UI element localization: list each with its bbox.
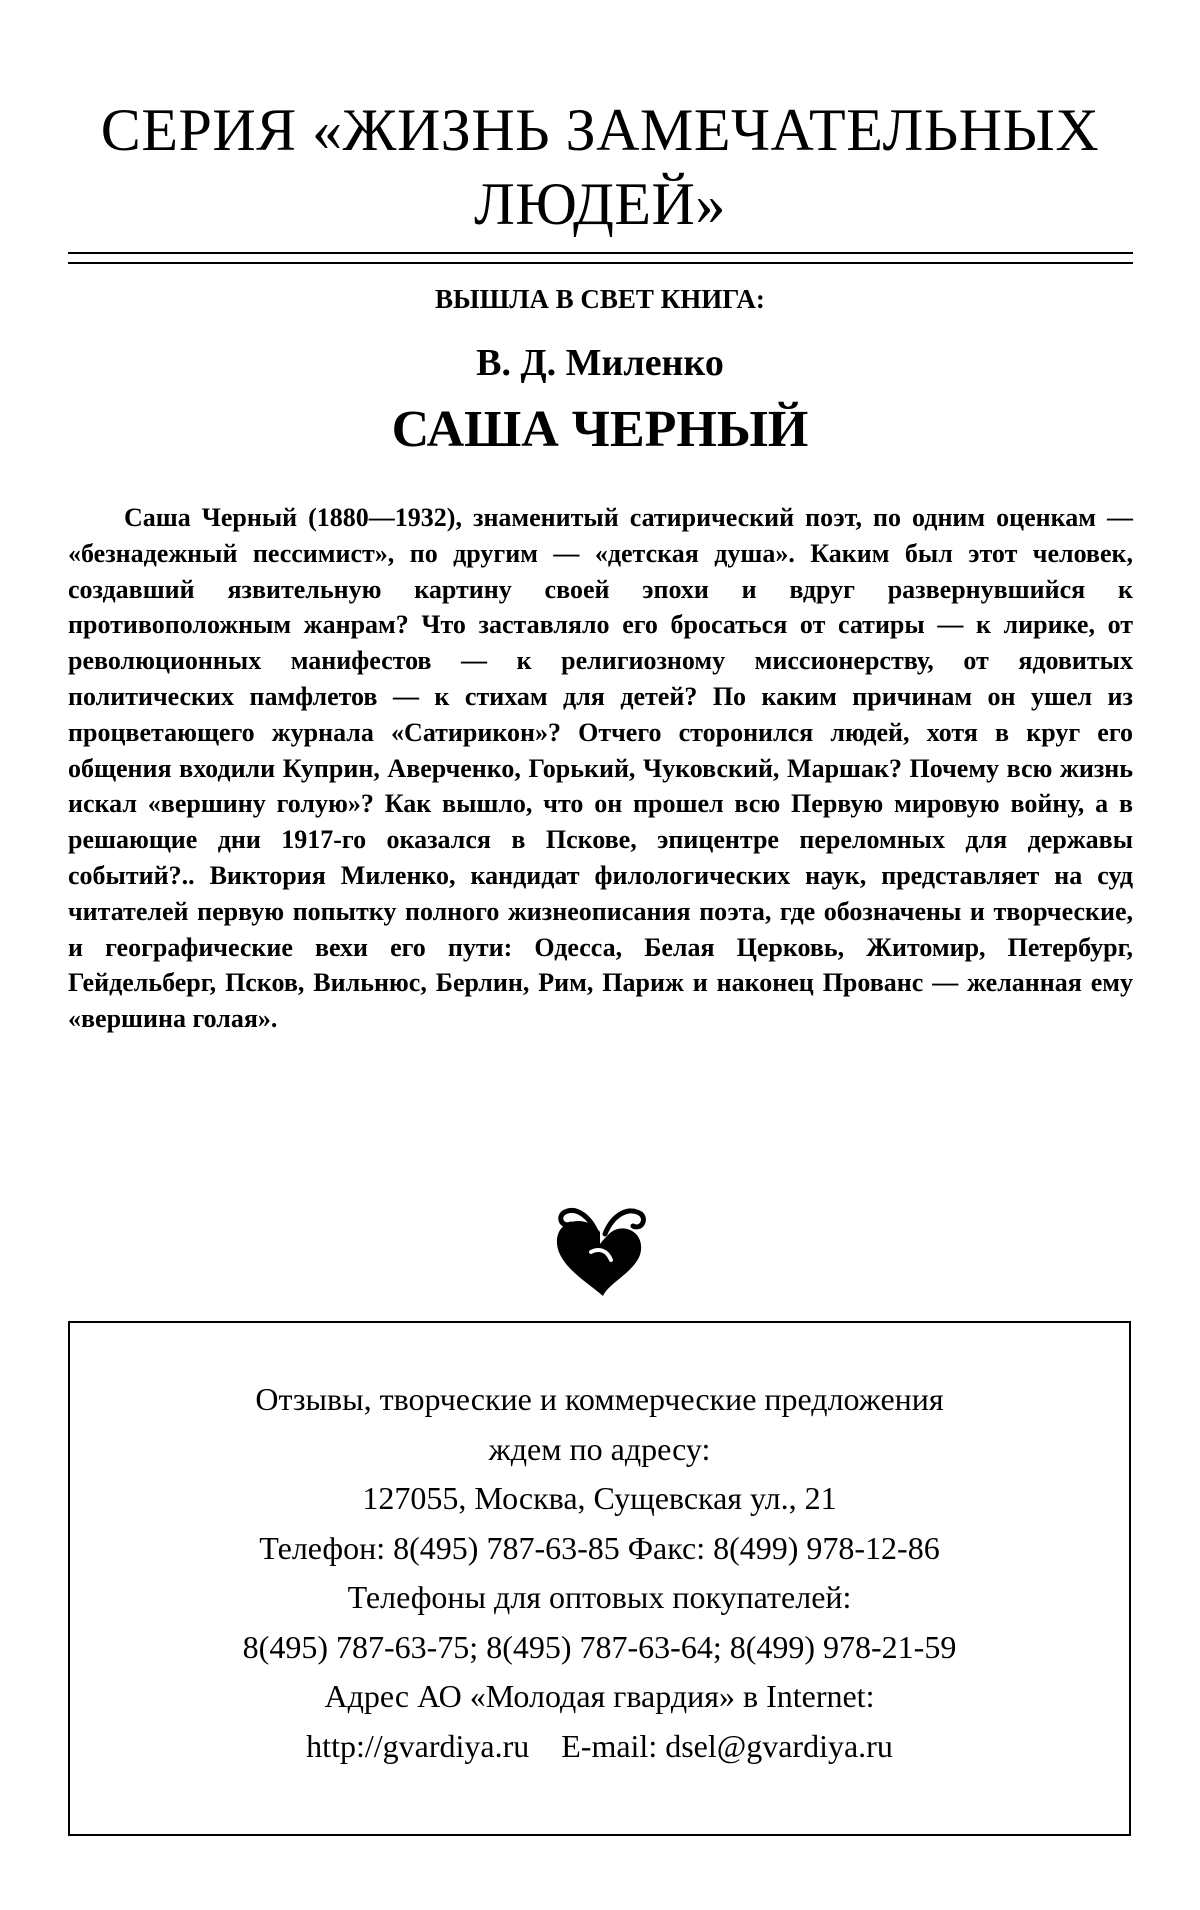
web-email: http://gvardiya.ru E-mail: dsel@gvardiya.ru — [306, 1727, 893, 1764]
divider-rule-top — [68, 252, 1133, 254]
contact-await-line: ждем по адресу: — [488, 1430, 711, 1467]
divider-rule-bottom — [68, 262, 1133, 264]
contact-info-box — [68, 1321, 1131, 1836]
heart-fleuron-icon — [547, 1200, 653, 1300]
series-title: СЕРИЯ «ЖИЗНЬ ЗАМЕЧАТЕЛЬНЫХ ЛЮДЕЙ» — [100, 97, 1100, 237]
contact-invite-line: Отзывы, творческие и коммерческие предложения — [255, 1381, 944, 1417]
book-author: В. Д. Миленко — [476, 342, 724, 384]
contact-lines — [70, 1375, 1129, 1771]
wholesale-phones: 8(495) 787-63-75; 8(495) 787-63-64; 8(499) 978-21-59 — [242, 1628, 957, 1665]
contact-phone-fax: Телефон: 8(495) 787-63-85 Факс: 8(499) 978-12-86 — [259, 1529, 940, 1566]
internet-heading: Адрес АО «Молодая гвардия» в Internet: — [324, 1678, 875, 1714]
contact-address: 127055, Москва, Сущевская ул., 21 — [362, 1480, 837, 1516]
book-title: САША ЧЕРНЫЙ — [391, 401, 809, 458]
published-heading: ВЫШЛА В СВЕТ КНИГА: — [435, 284, 765, 314]
wholesale-heading: Телефоны для оптовых покупателей: — [347, 1579, 852, 1615]
book-description: Саша Черный (1880—1932), знаменитый сатирический поэт, по одним оценкам — «безнадежный пессимист», по другим — «детская душа». Каким был этот человек, создавший язвительную картину своей эпохи и вдруг развернувшийся к противоположным жанрам? Что заставляло его бросаться от сатиры — к лирике, от революционных манифестов — к религиозному миссионерству, от ядовитых политических памфлетов — к стихам для детей? По каким причинам он ушел из процветающего журнала «Сатирикон»? Отчего сторонился людей, хотя в круг его общения входили Куприн, Аверченко, Горький, Чуковский, Маршак? Почему всю жизнь искал «вершину голую»? Как вышло, что он прошел всю Первую мировую войну, а в решающие дни 1917-го оказался в Пскове, эпицентре переломных для державы событий?.. Виктория Миленко, кандидат филологических наук, представляет на суд читателей первую попытку полного жизнеописания поэта, где обозначены и творческие, и географические вехи его пути: Одесса, Белая Церковь, Житомир, Петербург, Гейдельберг, Псков, Вильнюс, Берлин, Рим, Париж и наконец Прованс — желанная ему «вершина голая». — [68, 503, 1133, 1034]
